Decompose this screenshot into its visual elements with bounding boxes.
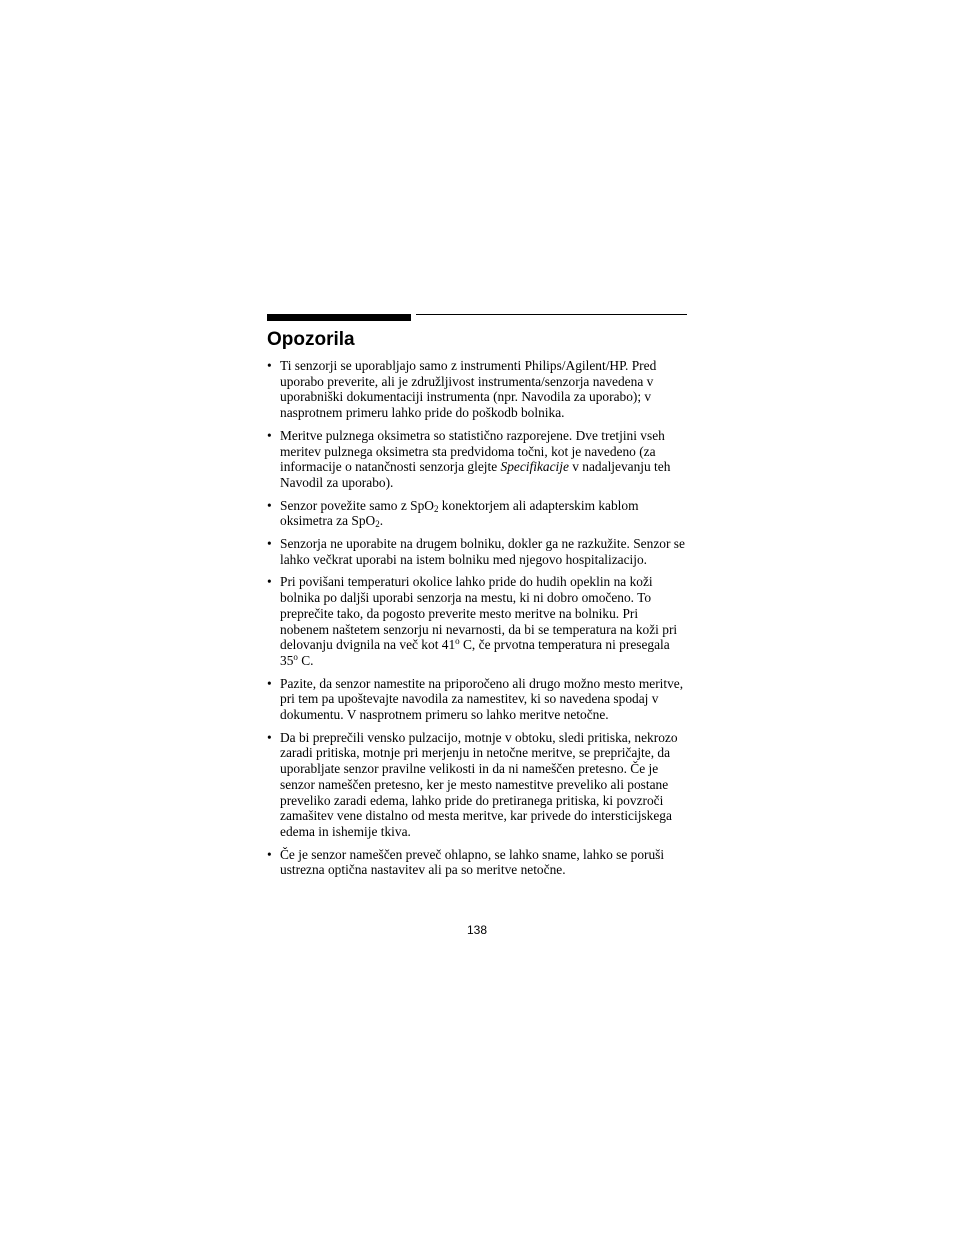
warning-item <box>267 574 689 668</box>
superscript: o <box>293 651 298 662</box>
specifications-reference: Specifikacije <box>500 459 569 475</box>
bullet-icon: • <box>267 729 272 745</box>
warning-text-part: C, če prvotna temperatura ni presegala 35 <box>280 637 670 668</box>
warning-text-part: C. <box>297 652 314 668</box>
warning-text: Če je senzor nameščen preveč ohlapno, se lahko sname, lahko se poruši ustrezna optična nastavitev ali pa so meritve netočne. <box>280 846 665 878</box>
bullet-icon: • <box>267 574 272 590</box>
section-heading: Opozorila <box>267 329 355 350</box>
warning-text-part: . <box>379 513 384 529</box>
warning-text-part: Pri povišani temperaturi okolice lahko pride do hudih opeklin na koži bolnika po daljši uporabi senzorja na mestu, ki ni dobro omočeno. To preprečite tako, da pogosto preverite mesto meritve na bolniku. Pri nobenem naštetem senzorju ni nevarnosti, da bi se temperatura na koži pri delovanju dvignila na več kot 41 <box>280 574 678 653</box>
warning-text <box>280 428 670 490</box>
subscript: 2 <box>433 503 439 514</box>
bullet-icon: • <box>267 846 272 862</box>
warning-item <box>267 676 689 723</box>
warning-item <box>267 358 689 421</box>
warning-text-part: Meritve pulznega oksimetra so statistično razporejene. Dve tretjini vseh meritev pulznega oksimetra sta predvidoma točni, kot je navedeno (za informacije o natančnosti senzorja glejte <box>280 427 665 475</box>
bullet-icon: • <box>267 675 272 691</box>
warning-item <box>267 730 689 840</box>
warning-item <box>267 847 689 878</box>
superscript: o <box>455 636 460 647</box>
warning-text: Pazite, da senzor namestite na priporočeno ali drugo možno mesto meritve, pri tem pa upoštevajte navodila za namestitev, ki so navedena spodaj v dokumentu. V nasprotnem primeru so lahko meritve netočne. <box>280 675 684 723</box>
warning-item <box>267 536 689 567</box>
warning-text <box>280 498 639 529</box>
warning-text-part: v nadaljevanju teh Navodil za uporabo). <box>280 459 671 490</box>
warning-text-part: Senzor povežite samo z SpO <box>280 497 434 513</box>
section-rule-thin <box>416 314 687 315</box>
bullet-icon: • <box>267 427 272 443</box>
section-rule-thick <box>267 314 411 321</box>
warnings-list <box>267 358 689 885</box>
warning-text: Senzorja ne uporabite na drugem bolniku, dokler ga ne razkužite. Senzor se lahko večkrat uporabi na istem bolniku med njegovo hospitalizacijo. <box>280 536 685 567</box>
bullet-icon: • <box>267 497 272 513</box>
subscript: 2 <box>375 519 380 530</box>
bullet-icon: • <box>267 536 272 552</box>
page-number: 138 <box>466 923 488 937</box>
warning-text-part: konektorjem ali adapterskim kablom oksimetra za SpO <box>280 497 639 529</box>
bullet-icon: • <box>267 358 272 373</box>
warning-text: Ti senzorji se uporabljajo samo z instrumenti Philips/Agilent/HP. Pred uporabo preverite, ali je združljivost instrumenta/senzorja navedena v uporabniški dokumentaciji instrumenta (npr. Navodila za uporabo); v nasprotnem primeru lahko pride do poškodb bolnika. <box>280 358 657 421</box>
warning-item <box>267 498 689 529</box>
warning-item <box>267 428 689 491</box>
warning-text: Da bi preprečili vensko pulzacijo, motnje v obtoku, sledi pritiska, nekrozo zaradi pritiska, motnje pri merjenju in netočne meritve, se prepričajte, da uporabljate senzor pravilne velikosti in da ni nameščen pretesno. Če je senzor nameščen pretesno, ker je mesto namestitve preveliko ali postane preveliko zaradi edema, lahko pride do pretiranega pritiska, ki povzroči zamašitev vene distalno od mesta meritve, kar privede do intersticijskega edema in ishemije tkiva. <box>280 729 678 839</box>
warning-text <box>280 574 677 668</box>
